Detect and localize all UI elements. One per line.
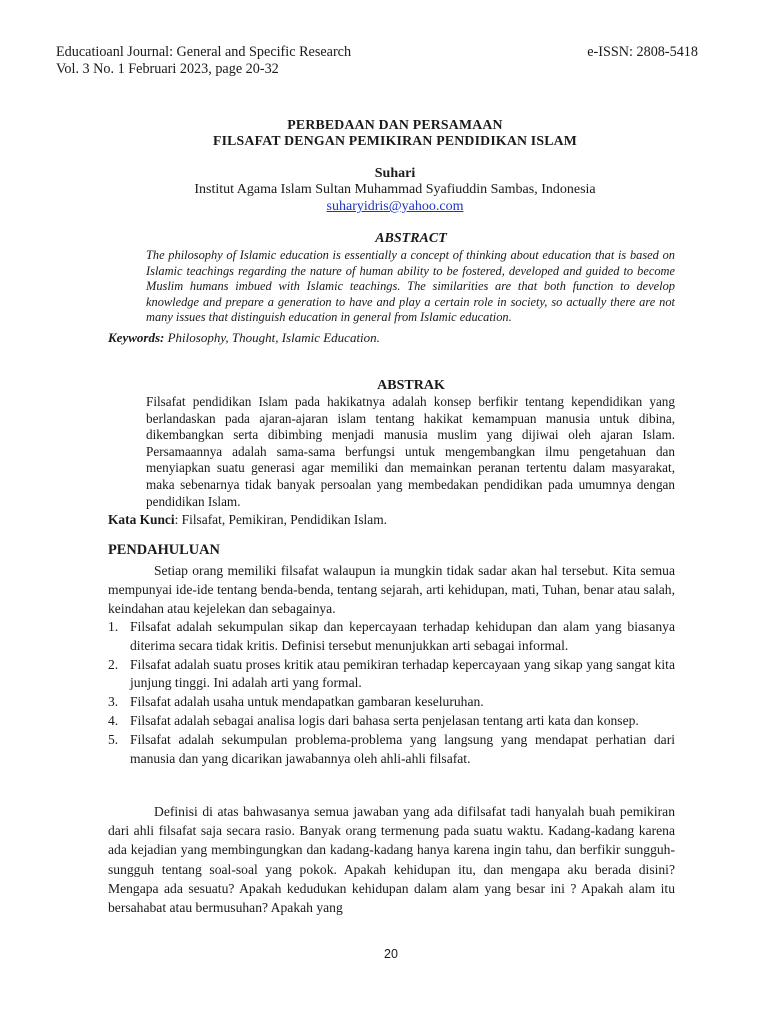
list-item	[108, 712, 675, 731]
list-number: 4.	[108, 712, 119, 728]
keywords-values: Philosophy, Thought, Islamic Education.	[164, 330, 380, 345]
kata-kunci-line	[108, 512, 387, 528]
kata-kunci-label: Kata Kunci	[108, 512, 175, 527]
list-item-text: Filsafat adalah suatu proses kritik atau pemikiran terhadap kepercayaan yang sikap yang sangat kita junjung tinggi. Ini adalah arti yang formal.	[130, 656, 675, 691]
author-email-link[interactable]: suharyidris@yahoo.com	[326, 199, 464, 214]
issn: e-ISSN: 2808-5418	[587, 44, 698, 60]
volume-info: Vol. 3 No. 1 Februari 2023, page 20-32	[56, 61, 279, 77]
kata-kunci-values: : Filsafat, Pemikiran, Pendidikan Islam.	[174, 512, 387, 527]
list-item	[108, 618, 675, 656]
list-number: 5.	[108, 731, 119, 747]
list-item-text: Filsafat adalah sekumpulan sikap dan kepercayaan terhadap kehidupan dan alam yang biasanya diterima secara tidak kritis. Definisi tersebut menunjukkan arti sebagai informal.	[130, 619, 675, 653]
author-email-wrap	[0, 199, 768, 215]
body-paragraph-2: Definisi di atas bahwasanya semua jawaban yang ada difilsafat tadi hanyalah buah pemikiran dari ahli filsafat saja secara rasio. Banyak orang termenung pada suatu waktu. Kadang-kadang karena ada kejadian yang membingungkan dan kadang-kadang hanya karena ingin tahu, dan berfikir sungguh-sungguh tentang soal-soal yang pokok. Apakah kehidupan itu, dan mengapa aku berada disini? Mengapa ada sesuatu? Apakah kedudukan kehidupan dalam alam yang besar ini ? Apakah alam itu bersahabat atau bermusuhan? Apakah yang	[108, 804, 675, 916]
author-affiliation: Institut Agama Islam Sultan Muhammad Syafiuddin Sambas, Indonesia	[194, 182, 596, 197]
abstrak-text: Filsafat pendidikan Islam pada hakikatnya adalah konsep berfikir tentang kependidikan yang berlandaskan pada ajaran-ajaran islam tentang hakikat kemampuan manusia untuk dibina, dikembangkan serta dibimbing menjadi manusia muslim yang dijiwai oleh ajaran Islam. Persamaannya adalah sama-sama berfungsi untuk mengembangkan ilmu pengetahuan dan menyiapkan suatu generasi agar memiliki dan memainkan peranan tertentu dalam masyarakat, maka sebenarnya tidak banyak persoalan yang membedakan pendidikan pada umumnya dengan pendidikan Islam.	[146, 394, 675, 509]
intro-paragraph: Setiap orang memiliki filsafat walaupun ia mungkin tidak sadar akan hal tersebut. Kita semua mempunyai ide-ide tentang benda-benda, tentang sejarah, arti kehidupan, mati, Tuhan, benar atau salah, keindahan atau kejelekan dan sebagainya.	[108, 563, 675, 617]
definition-list	[108, 618, 675, 768]
list-item-text: Filsafat adalah sebagai analisa logis dari bahasa serta penjelasan tentang arti kata dan konsep.	[130, 712, 639, 728]
abstrak-heading: ABSTRAK	[377, 378, 445, 393]
list-item	[108, 656, 675, 694]
keywords-label: Keywords:	[108, 330, 165, 345]
list-number: 2.	[108, 656, 119, 672]
abstract-heading: ABSTRACT	[375, 231, 447, 246]
list-number: 1.	[108, 619, 119, 634]
section-heading-pendahuluan: PENDAHULUAN	[108, 542, 220, 558]
abstract-text: The philosophy of Islamic education is essentially a concept of thinking about education that is based on Islamic teachings regarding the nature of human ability to be fostered, developed and guided to become Muslim humans imbued with Islamic teachings. The similarities are that both function to develop knowledge and prepare a generation to have and play a certain role in society, so actually there are not many issues that distinguish education in general from Islamic education.	[146, 248, 675, 325]
list-number: 3.	[108, 694, 119, 710]
journal-name: Educatioanl Journal: General and Specific Research	[56, 44, 352, 60]
title-line-2: FILSAFAT DENGAN PEMIKIRAN PENDIDIKAN ISLAM	[212, 133, 578, 148]
title-line-1: PERBEDAAN DAN PERSAMAAN	[287, 117, 503, 132]
list-item-text: Filsafat adalah usaha untuk mendapatkan gambaran keseluruhan.	[130, 694, 484, 710]
page-number: 20	[384, 947, 398, 961]
list-item	[108, 693, 675, 712]
list-item-text: Filsafat adalah sekumpulan problema-problema yang langsung yang mendapat perhatian dari manusia dan yang dicarikan jawabannya oleh ahli-ahli filsafat.	[130, 731, 675, 766]
list-item	[108, 731, 675, 769]
keywords-line	[108, 330, 380, 346]
author-name: Suhari	[374, 166, 416, 181]
